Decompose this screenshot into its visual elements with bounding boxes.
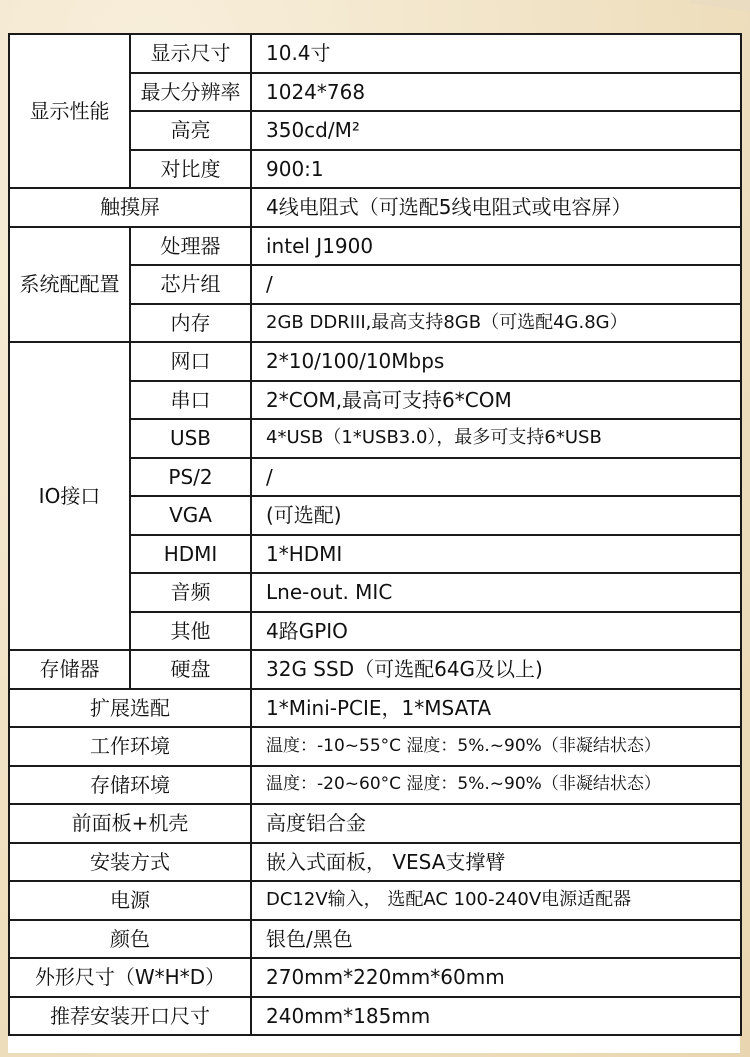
table-row [9,227,741,266]
row-label: 内存 [130,304,251,343]
group-display: 显示性能 [9,34,130,188]
row-value: 银色/黑色 [251,920,741,959]
row-label: 串口 [130,381,251,420]
table-row [9,34,741,73]
table-row [9,766,741,805]
row-label: 存储环境 [9,766,251,805]
row-value: 4*USB（1*USB3.0），最多可支持6*USB [251,419,741,458]
row-label: 电源 [9,881,251,920]
row-value: 10.4寸 [251,34,741,73]
row-value: 350cd/M² [251,111,741,150]
row-label: 外形尺寸（W*H*D） [9,958,251,997]
table-row [9,342,741,381]
row-label: 最大分辨率 [130,73,251,112]
group-io: IO接口 [9,342,130,650]
row-label: 工作环境 [9,727,251,766]
table-row [9,881,741,920]
row-value: intel J1900 [251,227,741,266]
row-value: 2GB DDRIII,最高支持8GB（可选配4G.8G） [251,304,741,343]
row-value: 1*Mini-PCIE，1*MSATA [251,689,741,728]
row-label: VGA [130,496,251,535]
row-value: 900:1 [251,150,741,189]
row-label: 扩展选配 [9,689,251,728]
corner-decoration [689,0,750,13]
row-value: DC12V输入， 选配AC 100-240V电源适配器 [251,881,741,920]
row-value: 4线电阻式（可选配5线电阻式或电容屏） [251,188,741,227]
row-value: 1*HDMI [251,535,741,574]
row-value: 温度：-10~55°C 湿度：5%.~90%（非凝结状态） [251,727,741,766]
table-row [9,727,741,766]
group-touch: 触摸屏 [9,188,251,227]
row-label: 音频 [130,573,251,612]
group-system: 系统配配置 [9,227,130,343]
row-value: 温度：-20~60°C 湿度：5%.~90%（非凝结状态） [251,766,741,805]
row-value: 高度铝合金 [251,804,741,843]
table-row [9,689,741,728]
table-row [9,958,741,997]
table-row [9,920,741,959]
row-label: 安装方式 [9,843,251,882]
row-label: HDMI [130,535,251,574]
row-value: 1024*768 [251,73,741,112]
spec-table [8,33,742,1036]
row-value: 32G SSD（可选配64G及以上) [251,650,741,689]
row-value: 嵌入式面板， VESA支撑臂 [251,843,741,882]
row-value: / [251,265,741,304]
row-label: 芯片组 [130,265,251,304]
row-label: 网口 [130,342,251,381]
table-row [9,650,741,689]
table-row [9,997,741,1036]
row-label: 推荐安装开口尺寸 [9,997,251,1036]
row-label: 颜色 [9,920,251,959]
row-label: 高亮 [130,111,251,150]
row-label: 前面板+机壳 [9,804,251,843]
row-label: 对比度 [130,150,251,189]
row-value: 240mm*185mm [251,997,741,1036]
table-row [9,843,741,882]
row-value: (可选配) [251,496,741,535]
row-value: 270mm*220mm*60mm [251,958,741,997]
row-value: 4路GPIO [251,612,741,651]
row-label: PS/2 [130,458,251,497]
row-value: 2*10/100/10Mbps [251,342,741,381]
table-row [9,804,741,843]
row-label: USB [130,419,251,458]
row-label: 处理器 [130,227,251,266]
row-value: 2*COM,最高可支持6*COM [251,381,741,420]
group-storage: 存储器 [9,650,130,689]
row-label: 显示尺寸 [130,34,251,73]
table-row [9,188,741,227]
row-label: 硬盘 [130,650,251,689]
row-value: Lne-out. MIC [251,573,741,612]
row-label: 其他 [130,612,251,651]
row-value: / [251,458,741,497]
